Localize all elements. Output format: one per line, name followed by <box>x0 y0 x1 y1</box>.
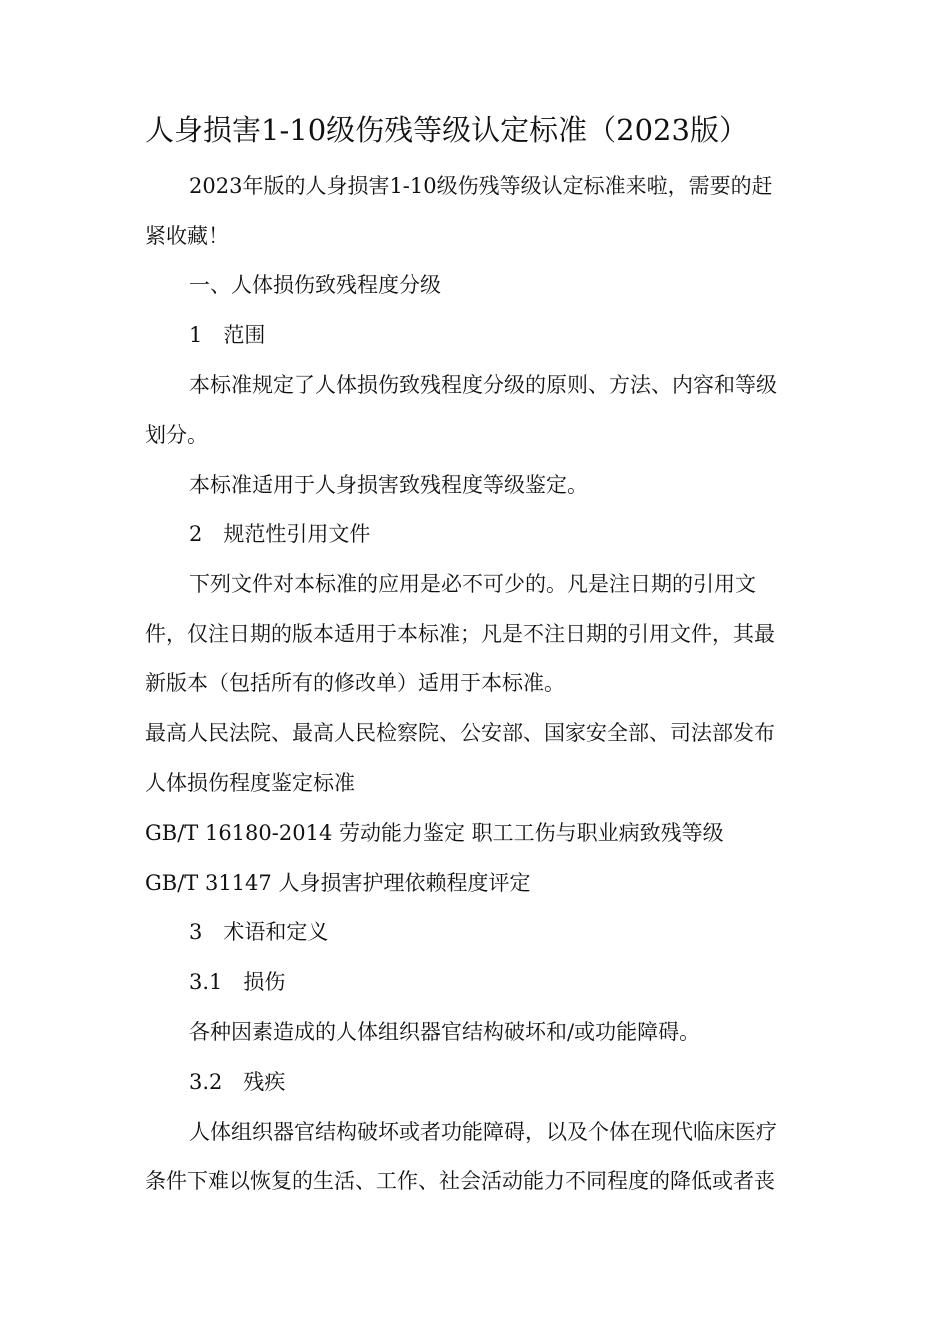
subsection-heading: 3.2 残疾 <box>189 1070 286 1094</box>
paragraph-line: 人体组织器官结构破坏或者功能障碍，以及个体在现代临床医疗 <box>189 1120 777 1144</box>
paragraph-line: 条件下难以恢复的生活、工作、社会活动能力不同程度的降低或者丧 <box>145 1169 775 1193</box>
reference-line: GB/T 16180-2014 劳动能力鉴定 职工工伤与职业病致残等级 <box>145 821 724 845</box>
paragraph-line: 各种因素造成的人体组织器官结构破坏和/或功能障碍。 <box>189 1020 701 1044</box>
section-heading: 2 规范性引用文件 <box>189 522 371 546</box>
section-heading: 一、人体损伤致残程度分级 <box>189 273 441 297</box>
paragraph-line: 下列文件对本标准的应用是必不可少的。凡是注日期的引用文 <box>189 572 756 596</box>
paragraph-line: 本标准适用于人身损害致残程度等级鉴定。 <box>189 473 588 497</box>
reference-line: 最高人民法院、最高人民检察院、公安部、国家安全部、司法部发布 <box>145 721 775 745</box>
section-heading: 1 范围 <box>189 323 266 347</box>
paragraph-line: 紧收藏！ <box>145 224 229 248</box>
paragraph-line: 2023年版的人身损害1-10级伤残等级认定标准来啦，需要的赶 <box>189 174 773 198</box>
paragraph-line: 新版本（包括所有的修改单）适用于本标准。 <box>145 671 565 695</box>
reference-line: GB/T 31147 人身损害护理依赖程度评定 <box>145 871 531 895</box>
paragraph-line: 本标准规定了人体损伤致残程度分级的原则、方法、内容和等级 <box>189 373 777 397</box>
reference-line: 人体损伤程度鉴定标准 <box>145 771 355 795</box>
paragraph-line: 件，仅注日期的版本适用于本标准；凡是不注日期的引用文件，其最 <box>145 622 775 646</box>
section-heading: 3 术语和定义 <box>189 920 329 944</box>
subsection-heading: 3.1 损伤 <box>189 970 286 994</box>
paragraph-line: 划分。 <box>145 423 208 447</box>
document-title: 人身损害1-10级伤残等级认定标准（2023版） <box>145 113 748 147</box>
